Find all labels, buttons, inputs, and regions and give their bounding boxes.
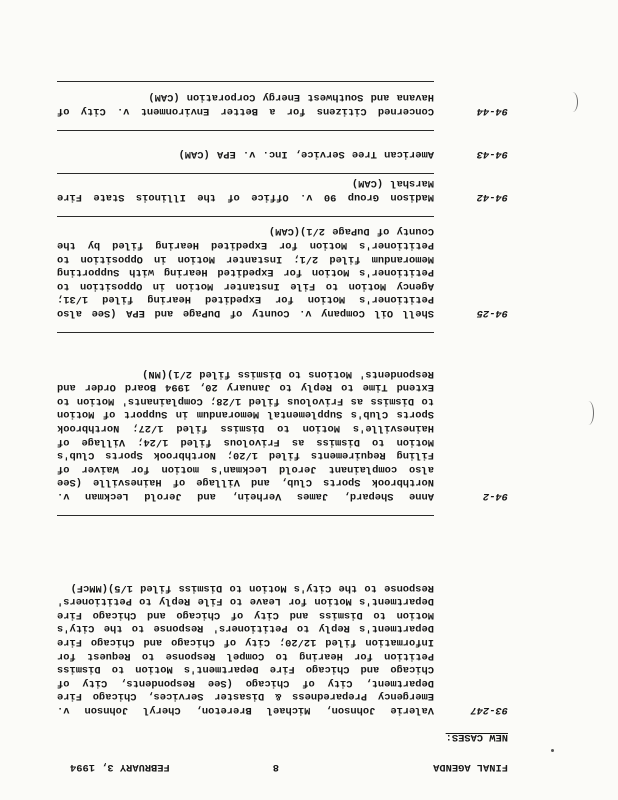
case-description: Concerned Citizens for a Better Environment v. City of Havana and Southwest Energy Corporation (CAM) [57,91,434,117]
case-divider [57,130,434,131]
case-number: 94-42 [476,191,508,203]
case-description: American Tree Service, Inc. v. EPA (CAM) [178,148,434,160]
case-number: 94-25 [476,307,508,319]
case-description: Madison Group 90 v. Office of the Illinois State Fire Marshal (CAM) [57,177,434,203]
case-number: 94-43 [476,148,508,160]
case-divider [57,173,434,174]
agenda-date: FEBRUARY 3, 1994 [70,761,170,773]
page-number: 8 [272,761,279,773]
case-divider [57,81,434,82]
scan-speck [551,749,554,752]
case-description: Shell Oil Company v. County of DuPage and EPA (See also Petitioner's Motion for Expedited Hearing filed 1/31; Agency Motion to File Instanter Motion in Opposition to Petitioner's Motion for Expedited Hearing with Supporting Memorandum filed 2/1; Instanter Motion in Opposition to Petitioner's Motion for Expedited Hearing filed by the County of DuPage 2/1)(CAM) [57,225,434,319]
case-number: 93-247 [470,704,508,716]
case-divider [57,216,434,217]
agenda-title: FINAL AGENDA [433,761,508,773]
scan-edge-mark [583,401,594,425]
case-divider [57,332,434,333]
case-number: 94-2 [483,490,508,502]
case-description: Valerie Johnson, Michael Brereton, Cheryl Johnson v. Emergency Preparedness & Disaster Services, Chicago Fire Department, City of Chicago (See Respondents, City of Chicago and Chicago Fire Department's Motion to Dismiss Petition for Hearing to Compel Response to Request for Information filed 12/20; City of Chicago and Chicago Fire Department's Reply to Petitioners' Response to the City's Motion to Dismiss and City of Chicago and Chicago Fire Department's Motion for Leave to File Reply to Petitioners' Response to the City's Motion to Dismiss filed 1/5)(MMcF) [57,581,434,716]
page-header [70,759,508,773]
case-divider [57,515,434,516]
case-number: 94-44 [476,105,508,117]
section-heading: NEW CASES: [445,731,508,743]
scan-edge-mark [567,92,578,112]
case-description: Anne Shepard, James Verhein, and Jerold Leckman v. Northbrook Sports Club, and Village of Hainesville (See also complainant Jerold Leckman's motion for Waiver of Filing Requirements filed 1/20; Northbrook Sports Club's Motion to Dismiss as Frivolous filed 1/24; Village of Hainesville's Motion to Dismiss filed 1/27; Northbrook Sports Club's Supplemental Memorandum in Support of Motion to Dismiss as Frivolous filed 1/28; Complainants' Motion to Extend Time to Reply to January 20, 1994 Board Order and Respondents' Motions to Dismiss filed 2/1)(MN) [57,367,434,502]
